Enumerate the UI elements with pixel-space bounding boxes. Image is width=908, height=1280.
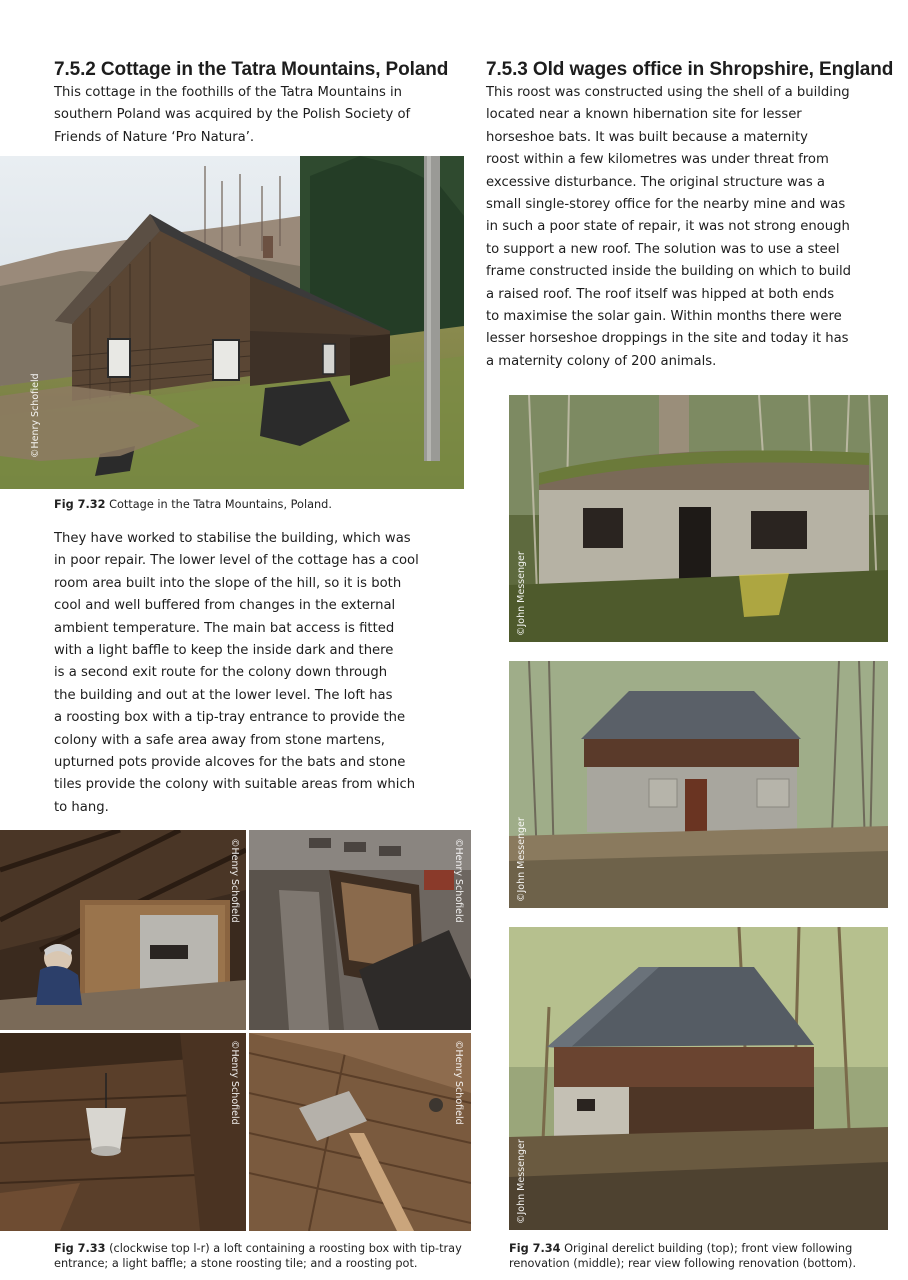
photo-credit: ©Henry Schofield <box>453 838 464 923</box>
figure-caption-7-34 <box>509 1241 856 1271</box>
text-line: lesser horseshoe droppings in the site and today it has <box>486 331 849 347</box>
text-line: upturned pots provide alcoves for the bats and stone <box>54 755 406 771</box>
text-line: ambient temperature. The main bat access is fitted <box>54 620 395 636</box>
figure-caption-7-33 <box>54 1241 462 1271</box>
caption-line <box>54 1241 462 1256</box>
caption-line <box>509 1241 856 1256</box>
caption-text: Cottage in the Tatra Mountains, Poland. <box>105 498 332 511</box>
text-line: a raised roof. The roof itself was hipped at both ends <box>486 286 835 302</box>
text-line: colony with a safe area away from stone martens, <box>54 732 386 748</box>
text-line: excessive disturbance. The original structure was a <box>486 174 825 190</box>
text-line: room area built into the slope of the hill, so it is both <box>54 575 402 591</box>
cottage-photo <box>0 156 464 489</box>
text-line: This roost was constructed using the shell of a building <box>486 85 850 100</box>
text-line: tiles provide the colony with suitable areas from which <box>54 777 416 793</box>
photo-credit: ©Henry Schofield <box>30 373 41 458</box>
photo-credit: ©Henry Schofield <box>229 838 240 923</box>
text-line: Friends of Nature ‘Pro Natura’. <box>54 129 255 145</box>
figure-label: Fig 7.33 <box>54 1242 106 1255</box>
text-line: frame constructed inside the building on which to build <box>486 264 852 280</box>
cottage-body-paragraph <box>54 528 419 819</box>
photo-credit: ©John Messenger <box>516 817 527 902</box>
text-line: southern Poland was acquired by the Polish Society of <box>54 107 411 123</box>
text-line: in poor repair. The lower level of the cottage has a cool <box>54 553 419 569</box>
text-line: a maternity colony of 200 animals. <box>486 353 717 369</box>
text-line: with a light baffle to keep the inside dark and there <box>54 643 394 659</box>
derelict-building-photo <box>509 395 888 642</box>
section-heading-wages-office: 7.5.3 Old wages office in Shropshire, England <box>486 59 894 80</box>
text-line: the building and out at the lower level. The loft has <box>54 687 393 703</box>
text-line: in such a poor state of repair, it was not strong enough <box>486 219 850 235</box>
figure-label: Fig 7.34 <box>509 1242 561 1255</box>
cottage-intro-paragraph <box>54 82 410 149</box>
text-line: is a second exit route for the colony down through <box>54 665 388 681</box>
text-line: roost within a few kilometres was under threat from <box>486 152 829 168</box>
loft-roosting-box-photo <box>0 830 246 1030</box>
text-line: This cottage in the foothills of the Tatra Mountains in <box>54 85 403 100</box>
light-baffle-photo <box>249 830 471 1030</box>
caption-text: (clockwise top l-r) a loft containing a roosting box with tip-tray <box>105 1242 462 1255</box>
text-line: small single-storey office for the nearby mine and was <box>486 197 846 213</box>
caption-text: Original derelict building (top); front view following <box>560 1242 853 1255</box>
text-line: to maximise the solar gain. Within months there were <box>486 309 842 325</box>
stone-roosting-tile-photo <box>249 1033 471 1231</box>
section-heading-cottage: 7.5.2 Cottage in the Tatra Mountains, Poland <box>54 59 449 80</box>
photo-credit: ©John Messenger <box>516 1139 527 1224</box>
figure-caption-7-32 <box>54 497 332 512</box>
photo-credit: ©Henry Schofield <box>453 1040 464 1125</box>
figure-label: Fig 7.32 <box>54 498 106 511</box>
text-line: to hang. <box>54 799 109 815</box>
text-line: located near a known hibernation site for lesser <box>486 107 802 123</box>
text-line: They have worked to stabilise the building, which was <box>54 531 411 546</box>
photo-credit: ©John Messenger <box>516 551 527 636</box>
text-line: cool and well buffered from changes in the external <box>54 598 396 614</box>
text-line: to support a new roof. The solution was to use a steel <box>486 241 840 257</box>
roosting-pot-photo <box>0 1033 246 1231</box>
rear-view-renovated-photo <box>509 927 888 1230</box>
photo-credit: ©Henry Schofield <box>229 1040 240 1125</box>
wages-office-paragraph <box>486 82 851 373</box>
caption-line: entrance; a light baffle; a stone roosting tile; and a roosting pot. <box>54 1257 418 1270</box>
caption-line: renovation (middle); rear view following renovation (bottom). <box>509 1257 857 1270</box>
text-line: horseshoe bats. It was built because a maternity <box>486 129 808 145</box>
front-view-renovated-photo <box>509 661 888 908</box>
text-line: a roosting box with a tip-tray entrance to provide the <box>54 710 406 726</box>
